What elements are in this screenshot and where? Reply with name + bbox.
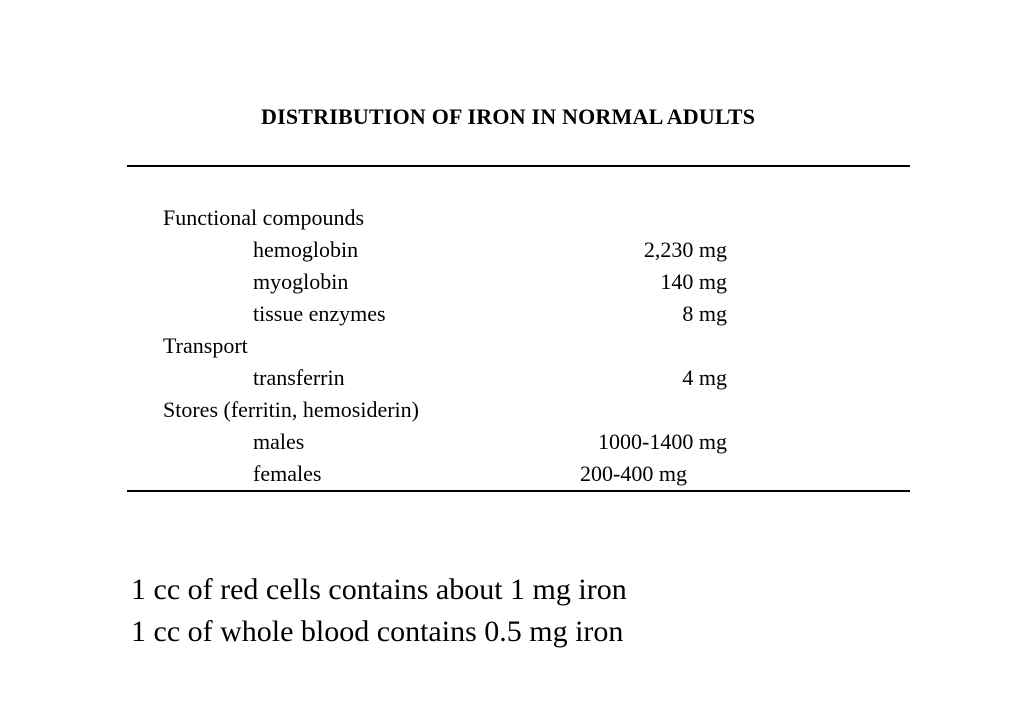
table-row [0,266,1024,298]
item-value: 1000-1400 mg [598,429,727,454]
item-label: females [253,461,322,486]
bottom-rule [127,490,910,492]
table-row [0,362,1024,394]
item-label: males [253,429,305,454]
item-value: 200-400 mg [580,461,687,486]
item-value: 140 mg [660,269,727,294]
item-value: 2,230 mg [643,237,727,262]
note-line: 1 cc of red cells contains about 1 mg iron [131,573,627,606]
item-label: transferrin [253,365,345,390]
item-label: hemoglobin [253,237,359,262]
table-row [0,426,1024,458]
notes [131,569,627,653]
table-row [0,458,1024,490]
item-label: tissue enzymes [253,301,386,326]
item-value: 4 mg [682,365,727,390]
item-label: myoglobin [253,269,349,294]
table-row [0,234,1024,266]
table-row [0,298,1024,330]
table-row [0,202,1024,234]
note-line: 1 cc of whole blood contains 0.5 mg iron [131,615,624,648]
table-row [0,330,1024,362]
table-title: DISTRIBUTION OF IRON IN NORMAL ADULTS [261,104,756,129]
category-label: Stores (ferritin, hemosiderin) [163,397,419,422]
table-row [0,394,1024,426]
category-label: Functional compounds [163,205,365,230]
category-label: Transport [163,333,248,358]
item-value: 8 mg [682,301,727,326]
